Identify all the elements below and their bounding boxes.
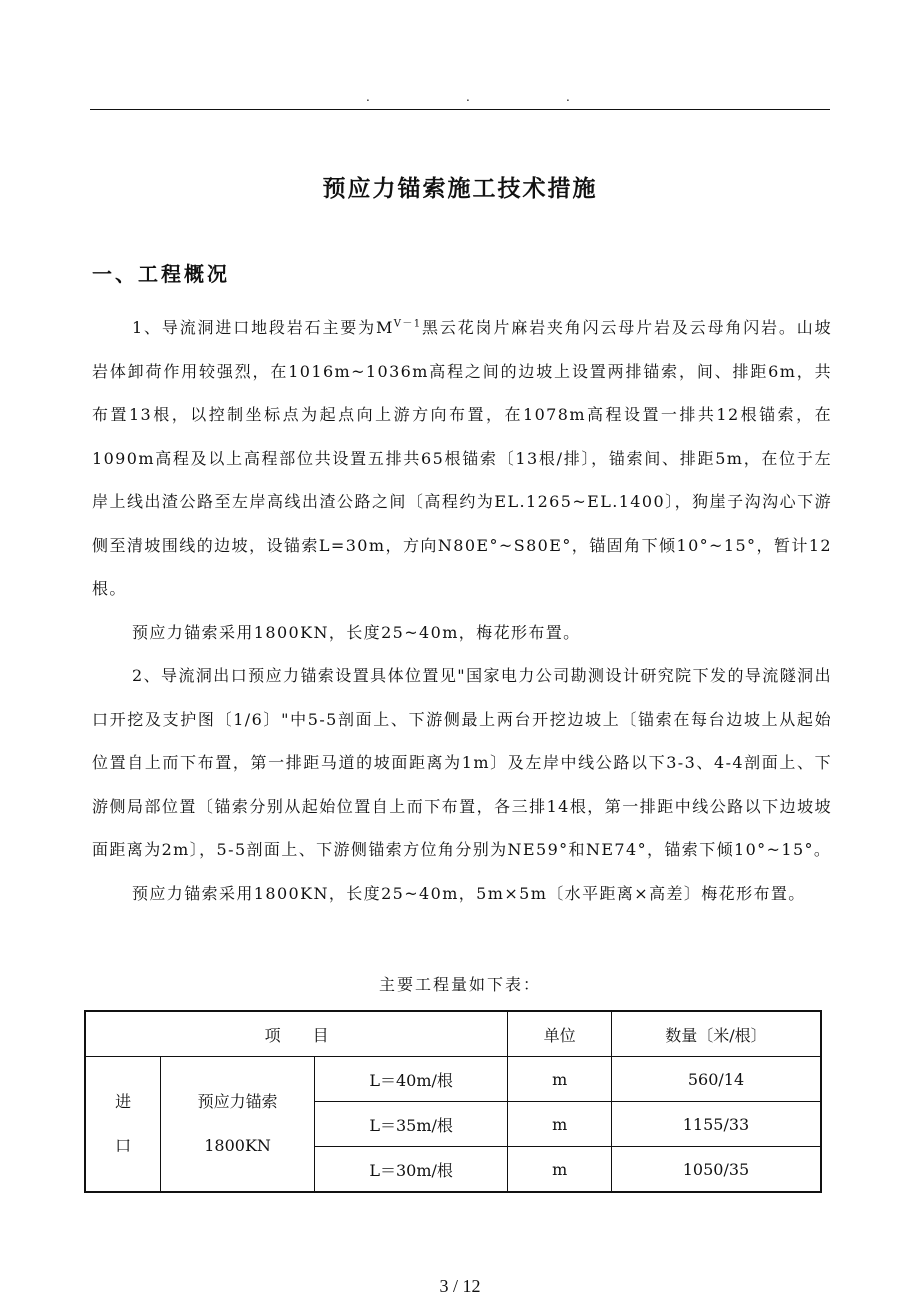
paragraph-2: 预应力锚索采用1800KN，长度25~40m，梅花形布置。 — [132, 622, 581, 642]
spec-cell: L＝35m/根 — [314, 1102, 507, 1147]
table-header-row — [85, 1011, 821, 1057]
header-item: 项 目 — [85, 1011, 508, 1057]
unit-cell: m — [508, 1057, 612, 1102]
unit-cell: m — [508, 1102, 612, 1147]
header-dot: . — [466, 90, 470, 104]
qty-cell: 1050/35 — [611, 1147, 821, 1193]
table-caption: 主要工程量如下表： — [378, 975, 541, 994]
qty-cell: 560/14 — [611, 1057, 821, 1102]
header-qty: 数量〔米/根〕 — [611, 1011, 821, 1057]
paragraph-3: 2、导流洞出口预应力锚索设置具体位置见"国家电力公司勘测设计研究院下发的导流隧洞出口开挖及支护图〔1/6〕"中5-5剖面上、下游侧最上两台开挖边坡上〔锚索在每台边坡上从起始位置自上而下布置，第一排距马道的坡面距离为1m〕及左岸中线公路以下3-3、4-4剖面上、下游侧局部位置〔锚索分别从起始位置自上而下布置，各三排14根，第一排距中线公路以下边坡坡面距离为2m〕，5-5剖面上、下游侧锚索方位角分别为NE59°和NE74°，锚索下倾10°~15°。 — [92, 666, 832, 859]
paragraph-4: 预应力锚索采用1800KN，长度25~40m，5m×5m〔水平距离×高差〕梅花形布置。 — [132, 883, 806, 903]
page-number: 3 / 12 — [439, 1276, 481, 1296]
header-rule — [90, 109, 830, 110]
quantity-table — [84, 1010, 822, 1193]
body-text — [92, 306, 832, 915]
unit-cell: m — [508, 1147, 612, 1193]
header-dot: . — [566, 90, 570, 104]
item-cell: 预应力锚索 1800KN — [161, 1057, 315, 1193]
table-row — [85, 1057, 821, 1102]
qty-cell: 1155/33 — [611, 1102, 821, 1147]
paragraph-1: 1、导流洞进口地段岩石主要为$M^{V-1}$黑云花岗片麻岩夹角闪云母片岩及云母角闪岩。山坡岩体卸荷作用较强烈，在1016m~1036m高程之间的边坡上设置两排锚索，间、排距6m，共布置13根，以控制坐标点为起点向上游方向布置，在1078m高程设置一排共12根锚索，在1090m高程及以上高程部位共设置五排共65根锚索〔13根/排〕，锚索间、排距5m，在位于左岸上线出渣公路至左岸高线出渣公路之间〔高程约为EL.1265~EL.1400〕，狗崖子沟沟心下游侧至清坡围线的边坡，设锚索L=30m，方向N80E°~S80E°，锚固角下倾10°~15°，暂计12根。 — [92, 318, 832, 598]
section-heading: 一、工程概况 — [92, 262, 230, 286]
spec-cell: L＝40m/根 — [314, 1057, 507, 1102]
header-dot: . — [366, 90, 370, 104]
group-cell: 进 口 — [85, 1057, 161, 1193]
document-title: 预应力锚索施工技术措施 — [322, 176, 598, 202]
spec-cell: L＝30m/根 — [314, 1147, 507, 1193]
superscript: V－1 — [393, 318, 422, 330]
header-unit: 单位 — [508, 1011, 612, 1057]
